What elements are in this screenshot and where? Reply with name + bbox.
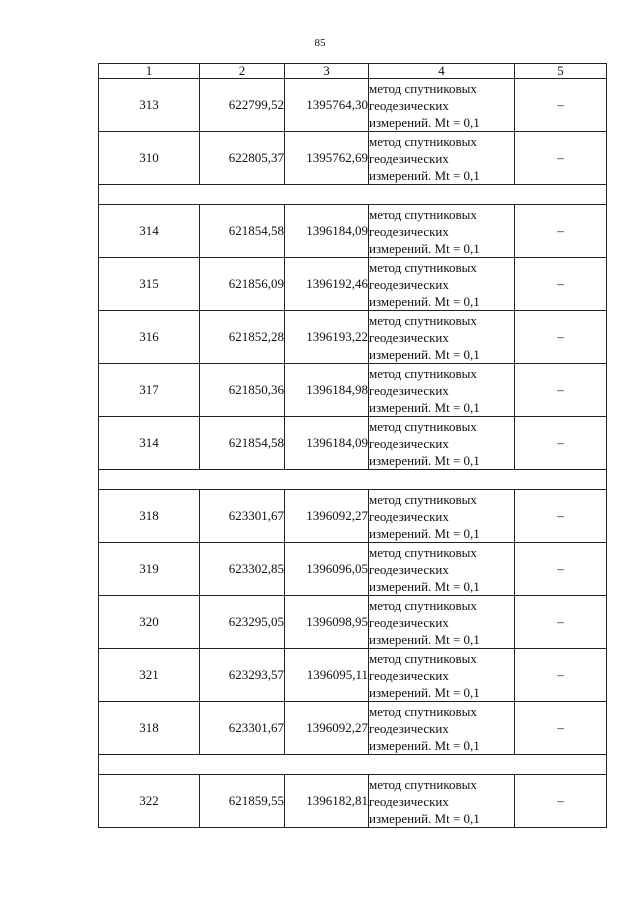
coordinate-y: 1396184,09 — [285, 205, 369, 258]
coordinate-x: 623301,67 — [200, 490, 285, 543]
method-line-2: геодезических — [369, 614, 449, 630]
method-line-1: метод спутниковых — [369, 312, 477, 328]
column-header: 4 — [369, 64, 515, 79]
method-description — [369, 596, 515, 649]
table-row — [99, 775, 607, 828]
method-description — [369, 649, 515, 702]
coordinate-x: 621859,55 — [200, 775, 285, 828]
column-header: 1 — [99, 64, 200, 79]
point-number: 310 — [99, 132, 200, 185]
point-number: 322 — [99, 775, 200, 828]
separator-cell — [99, 755, 607, 775]
method-line-3: измерений. Mt = 0,1 — [369, 293, 480, 309]
method-line-2: геодезических — [369, 329, 449, 345]
method-line-3: измерений. Mt = 0,1 — [369, 452, 480, 468]
header-row — [99, 64, 607, 79]
table-row — [99, 132, 607, 185]
method-line-3: измерений. Mt = 0,1 — [369, 240, 480, 256]
method-line-1: метод спутниковых — [369, 776, 477, 792]
coordinate-y: 1396184,98 — [285, 364, 369, 417]
method-line-3: измерений. Mt = 0,1 — [369, 114, 480, 130]
coordinate-y: 1395762,69 — [285, 132, 369, 185]
separator-row — [99, 185, 607, 205]
point-number: 318 — [99, 490, 200, 543]
column-header: 2 — [200, 64, 285, 79]
method-line-3: измерений. Mt = 0,1 — [369, 631, 480, 647]
coordinate-y: 1396092,27 — [285, 702, 369, 755]
method-line-1: метод спутниковых — [369, 544, 477, 560]
coordinate-y: 1396098,95 — [285, 596, 369, 649]
coordinates-table — [98, 63, 607, 828]
method-line-1: метод спутниковых — [369, 650, 477, 666]
method-line-2: геодезических — [369, 793, 449, 809]
method-line-2: геодезических — [369, 667, 449, 683]
column-header: 3 — [285, 64, 369, 79]
coordinate-x: 622805,37 — [200, 132, 285, 185]
method-description — [369, 79, 515, 132]
table-row — [99, 649, 607, 702]
method-line-2: геодезических — [369, 435, 449, 451]
accuracy-note: – — [515, 596, 607, 649]
coordinate-y: 1395764,30 — [285, 79, 369, 132]
method-line-3: измерений. Mt = 0,1 — [369, 399, 480, 415]
point-number: 314 — [99, 205, 200, 258]
coordinate-y: 1396096,05 — [285, 543, 369, 596]
coordinate-x: 622799,52 — [200, 79, 285, 132]
point-number: 320 — [99, 596, 200, 649]
method-line-1: метод спутниковых — [369, 206, 477, 222]
table-row — [99, 702, 607, 755]
accuracy-note: – — [515, 702, 607, 755]
coordinates-table-body — [99, 64, 607, 828]
method-line-1: метод спутниковых — [369, 703, 477, 719]
coordinate-y: 1396184,09 — [285, 417, 369, 470]
point-number: 321 — [99, 649, 200, 702]
method-line-2: геодезических — [369, 150, 449, 166]
coordinate-x: 623301,67 — [200, 702, 285, 755]
accuracy-note: – — [515, 79, 607, 132]
method-line-2: геодезических — [369, 97, 449, 113]
coordinate-x: 623293,57 — [200, 649, 285, 702]
method-line-2: геодезических — [369, 223, 449, 239]
separator-row — [99, 755, 607, 775]
method-description — [369, 311, 515, 364]
point-number: 313 — [99, 79, 200, 132]
method-line-1: метод спутниковых — [369, 597, 477, 613]
table-row — [99, 79, 607, 132]
separator-cell — [99, 470, 607, 490]
coordinate-x: 621850,36 — [200, 364, 285, 417]
point-number: 319 — [99, 543, 200, 596]
table-row — [99, 311, 607, 364]
method-description — [369, 543, 515, 596]
method-line-2: геодезических — [369, 276, 449, 292]
separator-cell — [99, 185, 607, 205]
table-row — [99, 258, 607, 311]
method-description — [369, 702, 515, 755]
method-line-2: геодезических — [369, 720, 449, 736]
coordinate-y: 1396193,22 — [285, 311, 369, 364]
method-description — [369, 258, 515, 311]
coordinate-x: 621852,28 — [200, 311, 285, 364]
separator-row — [99, 470, 607, 490]
method-description — [369, 417, 515, 470]
point-number: 317 — [99, 364, 200, 417]
accuracy-note: – — [515, 543, 607, 596]
method-line-1: метод спутниковых — [369, 133, 477, 149]
coordinate-y: 1396192,46 — [285, 258, 369, 311]
method-line-3: измерений. Mt = 0,1 — [369, 578, 480, 594]
table-row — [99, 205, 607, 258]
table-row — [99, 596, 607, 649]
method-description — [369, 132, 515, 185]
point-number: 314 — [99, 417, 200, 470]
method-description — [369, 364, 515, 417]
method-line-1: метод спутниковых — [369, 491, 477, 507]
table-row — [99, 364, 607, 417]
accuracy-note: – — [515, 132, 607, 185]
method-line-3: измерений. Mt = 0,1 — [369, 684, 480, 700]
coordinate-x: 623295,05 — [200, 596, 285, 649]
method-line-2: геодезических — [369, 561, 449, 577]
accuracy-note: – — [515, 258, 607, 311]
method-line-2: геодезических — [369, 382, 449, 398]
coordinate-y: 1396092,27 — [285, 490, 369, 543]
method-line-3: измерений. Mt = 0,1 — [369, 737, 480, 753]
method-line-3: измерений. Mt = 0,1 — [369, 525, 480, 541]
accuracy-note: – — [515, 205, 607, 258]
page-number: 85 — [314, 37, 326, 49]
accuracy-note: – — [515, 490, 607, 543]
method-description — [369, 775, 515, 828]
point-number: 318 — [99, 702, 200, 755]
method-line-3: измерений. Mt = 0,1 — [369, 810, 480, 826]
accuracy-note: – — [515, 775, 607, 828]
method-line-3: измерений. Mt = 0,1 — [369, 346, 480, 362]
accuracy-note: – — [515, 649, 607, 702]
point-number: 315 — [99, 258, 200, 311]
method-line-1: метод спутниковых — [369, 80, 477, 96]
table-row — [99, 490, 607, 543]
coordinate-x: 621854,58 — [200, 205, 285, 258]
method-line-3: измерений. Mt = 0,1 — [369, 167, 480, 183]
coordinate-y: 1396182,81 — [285, 775, 369, 828]
method-line-1: метод спутниковых — [369, 365, 477, 381]
method-line-1: метод спутниковых — [369, 418, 477, 434]
method-description — [369, 205, 515, 258]
accuracy-note: – — [515, 364, 607, 417]
coordinate-x: 621856,09 — [200, 258, 285, 311]
table-row — [99, 543, 607, 596]
coordinate-y: 1396095,11 — [285, 649, 369, 702]
method-line-2: геодезических — [369, 508, 449, 524]
method-line-1: метод спутниковых — [369, 259, 477, 275]
coordinate-x: 621854,58 — [200, 417, 285, 470]
method-description — [369, 490, 515, 543]
coordinate-x: 623302,85 — [200, 543, 285, 596]
accuracy-note: – — [515, 417, 607, 470]
table-row — [99, 417, 607, 470]
accuracy-note: – — [515, 311, 607, 364]
column-header: 5 — [515, 64, 607, 79]
point-number: 316 — [99, 311, 200, 364]
